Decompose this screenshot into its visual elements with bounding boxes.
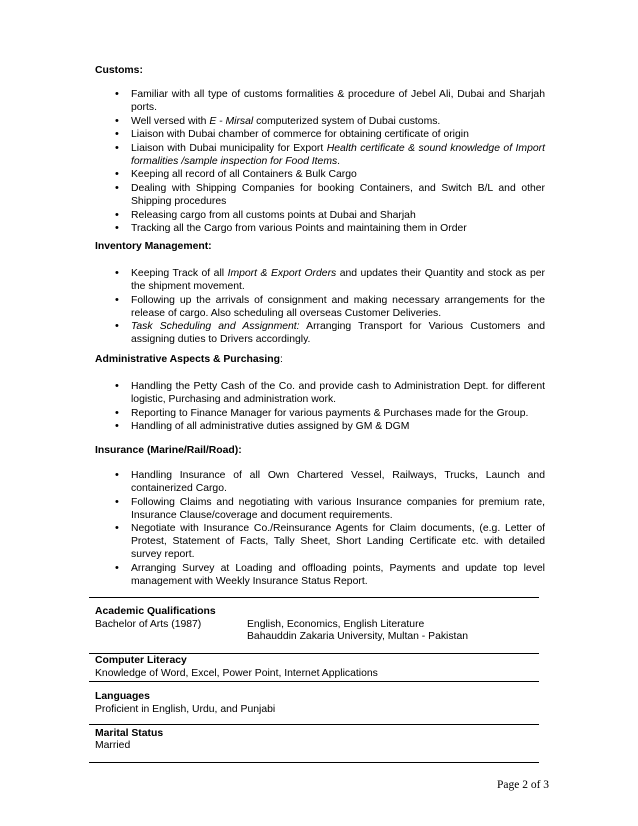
list-item-text: and updates their Quantity and stock as per the shipment movement.	[131, 268, 545, 292]
list-item	[95, 469, 545, 495]
list-item	[95, 128, 545, 141]
inventory-heading: Inventory Management:	[95, 241, 212, 252]
computer-title: Computer Literacy	[95, 655, 187, 666]
languages-title: Languages	[95, 691, 150, 702]
list-item-text: Reporting to Finance Manager for various payments & Purchases made for the Group.	[131, 407, 529, 419]
list-item-text: Following Claims and negotiating with various Insurance companies for premium rate, Insurance Clause/coverage and document requirements.	[131, 496, 545, 521]
list-item-emphasis: Task Scheduling and Assignment:	[131, 321, 300, 333]
list-item-text: .	[337, 155, 341, 167]
list-item-text: computerized system of Dubai customs.	[253, 115, 441, 127]
list-item-text: Keeping Track of all	[131, 268, 228, 279]
list-item-emphasis: E - Mirsal	[209, 115, 254, 127]
academic-university: Bahauddin Zakaria University, Multan - Pakistan	[247, 631, 468, 642]
admin-heading	[95, 354, 283, 365]
academic-subjects: English, Economics, English Literature	[247, 619, 425, 630]
divider	[89, 653, 539, 654]
list-item-text: Arranging Transport for Various Customers and assigning duties to Drivers accordingly.	[131, 321, 545, 346]
list-item	[95, 320, 545, 346]
languages-text: Proficient in English, Urdu, and Punjabi	[95, 704, 276, 715]
inventory-list	[95, 267, 545, 347]
list-item-text: Well versed with	[131, 115, 210, 127]
list-item	[95, 562, 545, 588]
list-item-text: Tracking all the Cargo from various Points and maintaining them in Order	[131, 223, 467, 235]
list-item	[95, 142, 545, 168]
admin-heading-suffix: :	[279, 354, 283, 365]
list-item	[95, 115, 545, 128]
divider	[89, 724, 539, 725]
divider	[89, 762, 539, 763]
list-item-text: Releasing cargo from all customs points at Dubai and Sharjah	[131, 209, 416, 221]
list-item-text: Liaison with Dubai chamber of commerce for obtaining certificate of origin	[131, 129, 469, 141]
admin-list	[95, 380, 545, 434]
list-item	[95, 88, 545, 114]
list-item	[95, 294, 545, 320]
list-item-emphasis: Health certificate & sound knowledge of Import formalities /sample inspection for Food Items	[131, 142, 545, 167]
list-item-text: Arranging Survey at Loading and offloading points, Payments and update top level management with Weekly Insurance Status Report.	[131, 562, 545, 587]
list-item	[95, 182, 545, 208]
marital-text: Married	[95, 740, 131, 751]
divider	[89, 681, 539, 682]
list-item-text: Familiar with all type of customs formalities & procedure of Jebel Ali, Dubai and Sharjah ports.	[131, 89, 545, 113]
list-item	[95, 380, 545, 406]
list-item	[95, 420, 545, 433]
list-item	[95, 168, 545, 181]
list-item-emphasis: Import & Export Orders	[227, 268, 337, 279]
list-item-text: Handling the Petty Cash of the Co. and provide cash to Administration Dept. for different logistic, Purchasing and administration work.	[131, 381, 545, 405]
list-item	[95, 407, 545, 420]
academic-title: Academic Qualifications	[95, 606, 216, 617]
list-item-text: Handling of all administrative duties assigned by GM & DGM	[131, 421, 410, 433]
list-item	[95, 522, 545, 561]
academic-degree: Bachelor of Arts (1987)	[95, 619, 202, 630]
divider	[89, 597, 539, 598]
page-number: Page 2 of 3	[497, 779, 550, 791]
list-item-text: Dealing with Shipping Companies for booking Containers, and Switch B/L and other Shipping procedures	[131, 182, 545, 207]
list-item-text: Handling Insurance of all Own Chartered Vessel, Railways, Trucks, Launch and containerized Cargo.	[131, 470, 545, 494]
list-item	[95, 496, 545, 522]
list-item-text: Keeping all record of all Containers & Bulk Cargo	[131, 169, 357, 181]
marital-title: Marital Status	[95, 728, 164, 739]
list-item-text: Liaison with Dubai municipality for Export	[131, 142, 327, 154]
customs-list	[95, 88, 545, 236]
list-item	[95, 267, 545, 293]
admin-heading-text: Administrative Aspects & Purchasing	[95, 354, 280, 365]
customs-heading: Customs:	[95, 65, 143, 76]
computer-text: Knowledge of Word, Excel, Power Point, Internet Applications	[95, 668, 378, 679]
insurance-heading: Insurance (Marine/Rail/Road):	[95, 445, 242, 456]
insurance-list	[95, 469, 545, 588]
list-item-text: Negotiate with Insurance Co./Reinsurance Agents for Claim documents, (e.g. Letter of Protest, Statement of Facts, Tally Sheet, Short Landing Certificate etc. with detailed survey report.	[131, 523, 545, 561]
list-item-text: Following up the arrivals of consignment and making necessary arrangements for the release of cargo. Also scheduling all overseas Customer Deliveries.	[131, 294, 545, 319]
list-item	[95, 209, 545, 222]
list-item	[95, 222, 545, 235]
